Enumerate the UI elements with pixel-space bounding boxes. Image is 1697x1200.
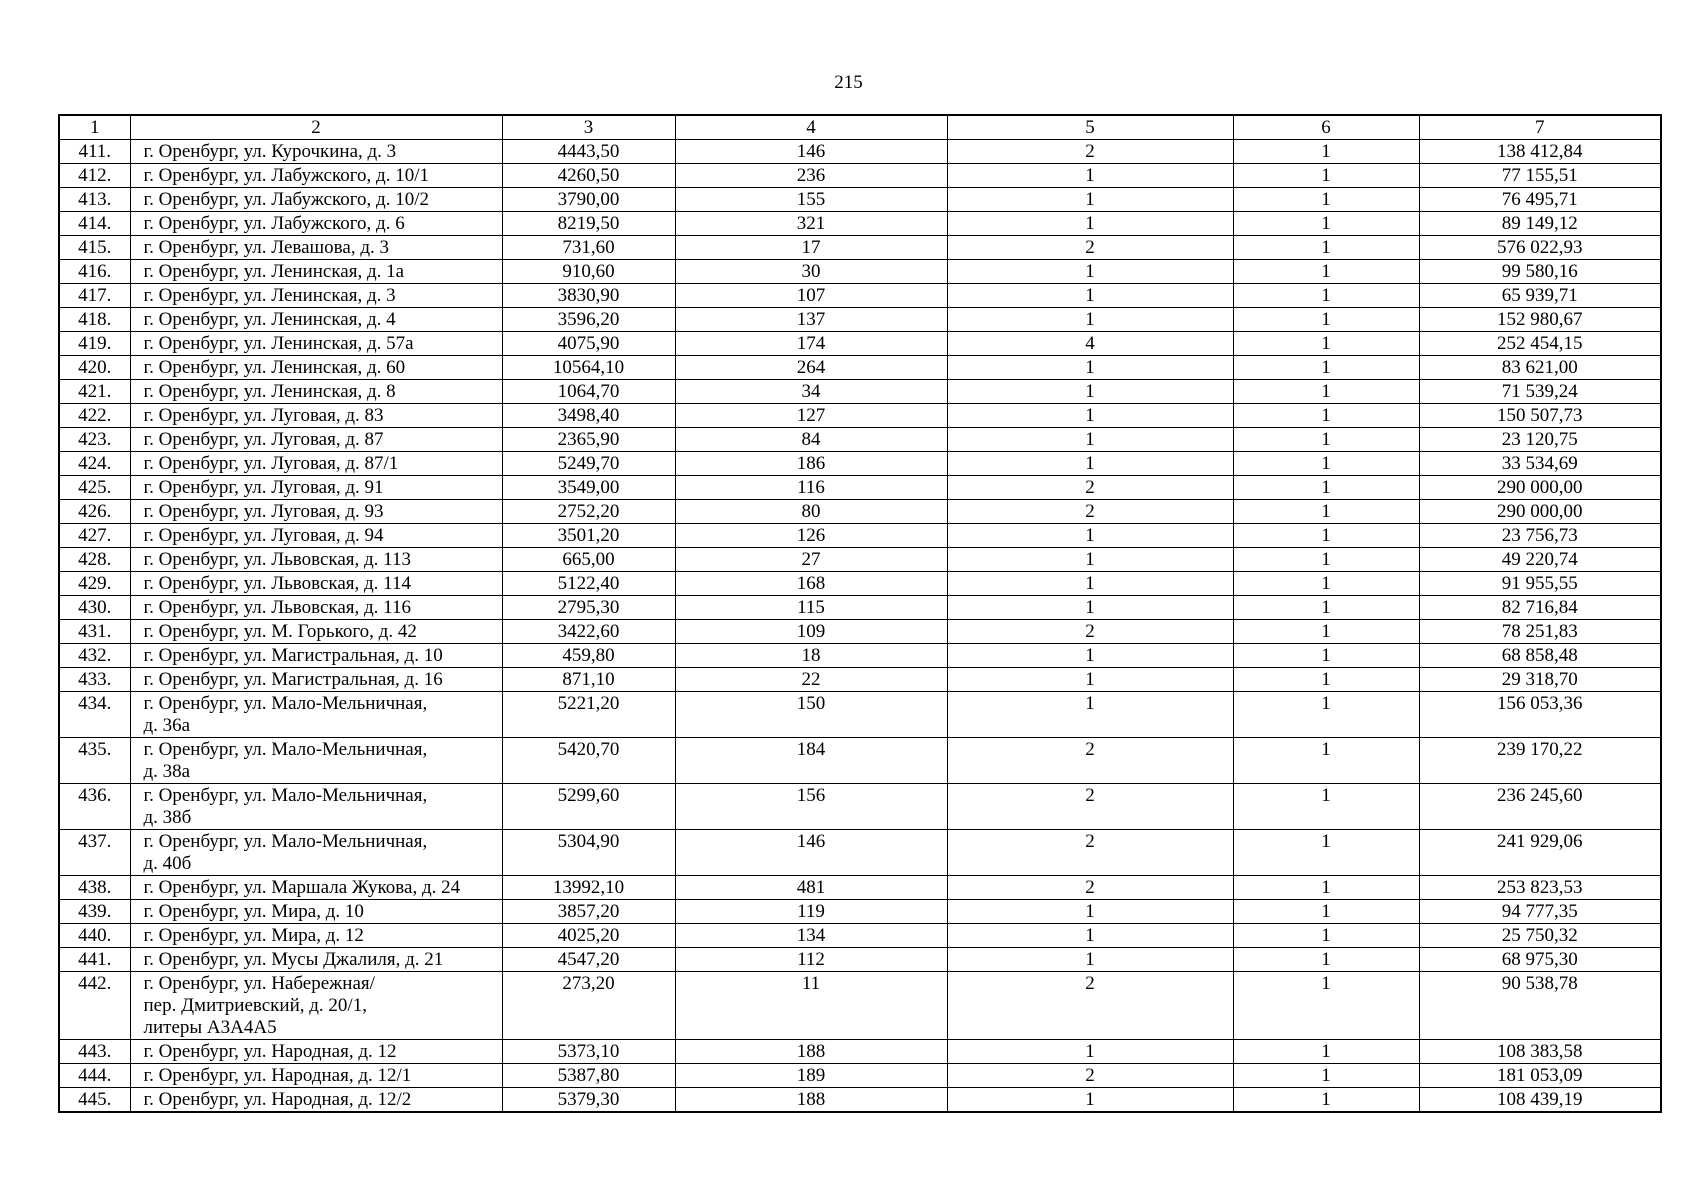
- value-cell: 115: [675, 596, 947, 620]
- value-cell: 5420,70: [502, 738, 675, 784]
- amount-cell: 90 538,78: [1419, 972, 1661, 1040]
- value-cell: 4443,50: [502, 140, 675, 164]
- address-cell: г. Оренбург, ул. Народная, д. 12: [130, 1040, 502, 1064]
- amount-cell: 99 580,16: [1419, 260, 1661, 284]
- value-cell: 2: [947, 620, 1233, 644]
- amount-cell: 91 955,55: [1419, 572, 1661, 596]
- address-cell: г. Оренбург, ул. Мало-Мельничная, д. 36а: [130, 692, 502, 738]
- value-cell: 1: [1233, 692, 1419, 738]
- value-cell: 5304,90: [502, 830, 675, 876]
- value-cell: 1: [1233, 548, 1419, 572]
- value-cell: 5221,20: [502, 692, 675, 738]
- value-cell: 2795,30: [502, 596, 675, 620]
- value-cell: 4: [947, 332, 1233, 356]
- value-cell: 4075,90: [502, 332, 675, 356]
- row-number: 421.: [59, 380, 130, 404]
- amount-cell: 77 155,51: [1419, 164, 1661, 188]
- column-header: 5: [947, 115, 1233, 140]
- row-number: 441.: [59, 948, 130, 972]
- amount-cell: 76 495,71: [1419, 188, 1661, 212]
- address-cell: г. Оренбург, ул. Луговая, д. 93: [130, 500, 502, 524]
- row-number: 440.: [59, 924, 130, 948]
- value-cell: 8219,50: [502, 212, 675, 236]
- table-row: [59, 236, 1661, 260]
- value-cell: 155: [675, 188, 947, 212]
- value-cell: 1: [1233, 404, 1419, 428]
- amount-cell: 68 975,30: [1419, 948, 1661, 972]
- row-number: 438.: [59, 876, 130, 900]
- value-cell: 2365,90: [502, 428, 675, 452]
- page-number: 215: [834, 72, 863, 93]
- address-cell: г. Оренбург, ул. Луговая, д. 83: [130, 404, 502, 428]
- row-number: 418.: [59, 308, 130, 332]
- table-row: [59, 572, 1661, 596]
- value-cell: 3790,00: [502, 188, 675, 212]
- column-header: 2: [130, 115, 502, 140]
- value-cell: 109: [675, 620, 947, 644]
- row-number: 431.: [59, 620, 130, 644]
- address-cell: г. Оренбург, ул. Маршала Жукова, д. 24: [130, 876, 502, 900]
- value-cell: 1: [1233, 212, 1419, 236]
- amount-cell: 94 777,35: [1419, 900, 1661, 924]
- value-cell: 3549,00: [502, 476, 675, 500]
- row-number: 416.: [59, 260, 130, 284]
- address-cell: г. Оренбург, ул. Мира, д. 10: [130, 900, 502, 924]
- value-cell: 5122,40: [502, 572, 675, 596]
- amount-cell: 49 220,74: [1419, 548, 1661, 572]
- amount-cell: 68 858,48: [1419, 644, 1661, 668]
- value-cell: 1: [947, 668, 1233, 692]
- table-row: [59, 1040, 1661, 1064]
- value-cell: 1: [947, 188, 1233, 212]
- table-row: [59, 784, 1661, 830]
- row-number: 414.: [59, 212, 130, 236]
- value-cell: 1: [947, 900, 1233, 924]
- value-cell: 1064,70: [502, 380, 675, 404]
- value-cell: 84: [675, 428, 947, 452]
- value-cell: 1: [947, 404, 1233, 428]
- value-cell: 871,10: [502, 668, 675, 692]
- value-cell: 150: [675, 692, 947, 738]
- amount-cell: 82 716,84: [1419, 596, 1661, 620]
- table-row: [59, 668, 1661, 692]
- value-cell: 27: [675, 548, 947, 572]
- header-row: [59, 115, 1661, 140]
- row-number: 445.: [59, 1088, 130, 1113]
- value-cell: 107: [675, 284, 947, 308]
- value-cell: 2: [947, 140, 1233, 164]
- value-cell: 321: [675, 212, 947, 236]
- table-row: [59, 308, 1661, 332]
- row-number: 412.: [59, 164, 130, 188]
- address-cell: г. Оренбург, ул. Левашова, д. 3: [130, 236, 502, 260]
- table-row: [59, 830, 1661, 876]
- row-number: 423.: [59, 428, 130, 452]
- amount-cell: 290 000,00: [1419, 476, 1661, 500]
- value-cell: 2: [947, 876, 1233, 900]
- amount-cell: 65 939,71: [1419, 284, 1661, 308]
- value-cell: 188: [675, 1088, 947, 1113]
- address-cell: г. Оренбург, ул. Луговая, д. 94: [130, 524, 502, 548]
- row-number: 427.: [59, 524, 130, 548]
- table-row: [59, 212, 1661, 236]
- value-cell: 1: [947, 164, 1233, 188]
- value-cell: 1: [947, 692, 1233, 738]
- address-cell: г. Оренбург, ул. Народная, д. 12/2: [130, 1088, 502, 1113]
- amount-cell: 89 149,12: [1419, 212, 1661, 236]
- value-cell: 1: [947, 308, 1233, 332]
- value-cell: 1: [1233, 260, 1419, 284]
- table-row: [59, 948, 1661, 972]
- table-body: [59, 140, 1661, 1113]
- table-row: [59, 1088, 1661, 1113]
- table-row: [59, 284, 1661, 308]
- value-cell: 5379,30: [502, 1088, 675, 1113]
- value-cell: 168: [675, 572, 947, 596]
- table-row: [59, 164, 1661, 188]
- value-cell: 2: [947, 500, 1233, 524]
- column-header: 1: [59, 115, 130, 140]
- value-cell: 236: [675, 164, 947, 188]
- row-number: 444.: [59, 1064, 130, 1088]
- value-cell: 1: [1233, 668, 1419, 692]
- value-cell: 1: [1233, 924, 1419, 948]
- value-cell: 1: [1233, 452, 1419, 476]
- value-cell: 1: [1233, 948, 1419, 972]
- address-cell: г. Оренбург, ул. Луговая, д. 91: [130, 476, 502, 500]
- row-number: 429.: [59, 572, 130, 596]
- value-cell: 116: [675, 476, 947, 500]
- column-header: 3: [502, 115, 675, 140]
- value-cell: 2: [947, 738, 1233, 784]
- address-cell: г. Оренбург, ул. Лабужского, д. 10/1: [130, 164, 502, 188]
- amount-cell: 71 539,24: [1419, 380, 1661, 404]
- value-cell: 1: [1233, 428, 1419, 452]
- table-row: [59, 738, 1661, 784]
- table-row: [59, 548, 1661, 572]
- amount-cell: 152 980,67: [1419, 308, 1661, 332]
- value-cell: 1: [947, 356, 1233, 380]
- amount-cell: 23 120,75: [1419, 428, 1661, 452]
- amount-cell: 29 318,70: [1419, 668, 1661, 692]
- value-cell: 1: [1233, 332, 1419, 356]
- value-cell: 34: [675, 380, 947, 404]
- value-cell: 1: [947, 548, 1233, 572]
- address-cell: г. Оренбург, ул. Ленинская, д. 60: [130, 356, 502, 380]
- amount-cell: 138 412,84: [1419, 140, 1661, 164]
- value-cell: 13992,10: [502, 876, 675, 900]
- value-cell: 4547,20: [502, 948, 675, 972]
- row-number: 419.: [59, 332, 130, 356]
- address-cell: г. Оренбург, ул. Магистральная, д. 16: [130, 668, 502, 692]
- value-cell: 10564,10: [502, 356, 675, 380]
- value-cell: 3596,20: [502, 308, 675, 332]
- value-cell: 665,00: [502, 548, 675, 572]
- value-cell: 126: [675, 524, 947, 548]
- address-cell: г. Оренбург, ул. Мало-Мельничная, д. 38б: [130, 784, 502, 830]
- value-cell: 1: [1233, 784, 1419, 830]
- value-cell: 1: [1233, 876, 1419, 900]
- row-number: 413.: [59, 188, 130, 212]
- value-cell: 156: [675, 784, 947, 830]
- table-row: [59, 188, 1661, 212]
- value-cell: 1: [947, 260, 1233, 284]
- value-cell: 188: [675, 1040, 947, 1064]
- address-cell: г. Оренбург, ул. Мира, д. 12: [130, 924, 502, 948]
- value-cell: 1: [947, 644, 1233, 668]
- value-cell: 5299,60: [502, 784, 675, 830]
- table-row: [59, 1064, 1661, 1088]
- row-number: 420.: [59, 356, 130, 380]
- amount-cell: 239 170,22: [1419, 738, 1661, 784]
- address-cell: г. Оренбург, ул. Ленинская, д. 3: [130, 284, 502, 308]
- address-cell: г. Оренбург, ул. Ленинская, д. 4: [130, 308, 502, 332]
- value-cell: 3422,60: [502, 620, 675, 644]
- value-cell: 174: [675, 332, 947, 356]
- value-cell: 1: [1233, 1088, 1419, 1113]
- value-cell: 1: [1233, 900, 1419, 924]
- value-cell: 146: [675, 140, 947, 164]
- value-cell: 4260,50: [502, 164, 675, 188]
- value-cell: 1: [1233, 524, 1419, 548]
- value-cell: 11: [675, 972, 947, 1040]
- value-cell: 22: [675, 668, 947, 692]
- table-row: [59, 380, 1661, 404]
- amount-cell: 83 621,00: [1419, 356, 1661, 380]
- value-cell: 1: [1233, 644, 1419, 668]
- table-row: [59, 500, 1661, 524]
- address-cell: г. Оренбург, ул. Народная, д. 12/1: [130, 1064, 502, 1088]
- amount-cell: 290 000,00: [1419, 500, 1661, 524]
- value-cell: 1: [1233, 738, 1419, 784]
- amount-cell: 25 750,32: [1419, 924, 1661, 948]
- value-cell: 1: [947, 948, 1233, 972]
- address-cell: г. Оренбург, ул. Лабужского, д. 10/2: [130, 188, 502, 212]
- table-row: [59, 876, 1661, 900]
- value-cell: 18: [675, 644, 947, 668]
- value-cell: 1: [1233, 500, 1419, 524]
- table-row: [59, 356, 1661, 380]
- value-cell: 112: [675, 948, 947, 972]
- value-cell: 1: [947, 452, 1233, 476]
- table-row: [59, 924, 1661, 948]
- value-cell: 5387,80: [502, 1064, 675, 1088]
- value-cell: 1: [1233, 380, 1419, 404]
- value-cell: 3830,90: [502, 284, 675, 308]
- amount-cell: 236 245,60: [1419, 784, 1661, 830]
- row-number: 432.: [59, 644, 130, 668]
- row-number: 422.: [59, 404, 130, 428]
- column-header: 6: [1233, 115, 1419, 140]
- value-cell: 1: [947, 284, 1233, 308]
- address-cell: г. Оренбург, ул. Курочкина, д. 3: [130, 140, 502, 164]
- value-cell: 1: [1233, 164, 1419, 188]
- value-cell: 1: [1233, 1040, 1419, 1064]
- amount-cell: 108 383,58: [1419, 1040, 1661, 1064]
- row-number: 434.: [59, 692, 130, 738]
- value-cell: 731,60: [502, 236, 675, 260]
- value-cell: 17: [675, 236, 947, 260]
- table-row: [59, 428, 1661, 452]
- table-row: [59, 620, 1661, 644]
- value-cell: 1: [1233, 236, 1419, 260]
- value-cell: 2: [947, 476, 1233, 500]
- value-cell: 3857,20: [502, 900, 675, 924]
- value-cell: 1: [1233, 1064, 1419, 1088]
- row-number: 443.: [59, 1040, 130, 1064]
- value-cell: 1: [947, 1040, 1233, 1064]
- address-cell: г. Оренбург, ул. Набережная/ пер. Дмитриевский, д. 20/1, литеры А3А4А5: [130, 972, 502, 1040]
- row-number: 428.: [59, 548, 130, 572]
- value-cell: 3498,40: [502, 404, 675, 428]
- row-number: 417.: [59, 284, 130, 308]
- value-cell: 137: [675, 308, 947, 332]
- amount-cell: 108 439,19: [1419, 1088, 1661, 1113]
- value-cell: 186: [675, 452, 947, 476]
- value-cell: 2: [947, 784, 1233, 830]
- value-cell: 910,60: [502, 260, 675, 284]
- value-cell: 264: [675, 356, 947, 380]
- value-cell: 30: [675, 260, 947, 284]
- value-cell: 1: [947, 212, 1233, 236]
- value-cell: 1: [1233, 596, 1419, 620]
- address-cell: г. Оренбург, ул. Львовская, д. 114: [130, 572, 502, 596]
- value-cell: 80: [675, 500, 947, 524]
- value-cell: 1: [947, 428, 1233, 452]
- amount-cell: 241 929,06: [1419, 830, 1661, 876]
- value-cell: 1: [947, 596, 1233, 620]
- column-header: 7: [1419, 115, 1661, 140]
- amount-cell: 33 534,69: [1419, 452, 1661, 476]
- value-cell: 1: [947, 380, 1233, 404]
- value-cell: 184: [675, 738, 947, 784]
- value-cell: 2: [947, 972, 1233, 1040]
- value-cell: 2: [947, 1064, 1233, 1088]
- table-row: [59, 900, 1661, 924]
- value-cell: 1: [1233, 356, 1419, 380]
- table-row: [59, 524, 1661, 548]
- value-cell: 1: [1233, 830, 1419, 876]
- value-cell: 481: [675, 876, 947, 900]
- address-cell: г. Оренбург, ул. Ленинская, д. 8: [130, 380, 502, 404]
- row-number: 411.: [59, 140, 130, 164]
- value-cell: 127: [675, 404, 947, 428]
- row-number: 439.: [59, 900, 130, 924]
- value-cell: 1: [1233, 284, 1419, 308]
- table-row: [59, 476, 1661, 500]
- address-cell: г. Оренбург, ул. Магистральная, д. 10: [130, 644, 502, 668]
- value-cell: 1: [947, 1088, 1233, 1113]
- address-cell: г. Оренбург, ул. Мало-Мельничная, д. 40б: [130, 830, 502, 876]
- table-row: [59, 596, 1661, 620]
- value-cell: 1: [1233, 972, 1419, 1040]
- table-row: [59, 644, 1661, 668]
- value-cell: 1: [947, 924, 1233, 948]
- row-number: 433.: [59, 668, 130, 692]
- row-number: 415.: [59, 236, 130, 260]
- row-number: 430.: [59, 596, 130, 620]
- row-number: 426.: [59, 500, 130, 524]
- address-cell: г. Оренбург, ул. Львовская, д. 116: [130, 596, 502, 620]
- value-cell: 1: [1233, 476, 1419, 500]
- value-cell: 1: [1233, 620, 1419, 644]
- address-cell: г. Оренбург, ул. Мусы Джалиля, д. 21: [130, 948, 502, 972]
- table-row: [59, 332, 1661, 356]
- amount-cell: 23 756,73: [1419, 524, 1661, 548]
- value-cell: 1: [947, 572, 1233, 596]
- value-cell: 134: [675, 924, 947, 948]
- row-number: 424.: [59, 452, 130, 476]
- table-row: [59, 972, 1661, 1040]
- value-cell: 273,20: [502, 972, 675, 1040]
- address-cell: г. Оренбург, ул. Львовская, д. 113: [130, 548, 502, 572]
- value-cell: 4025,20: [502, 924, 675, 948]
- table-row: [59, 404, 1661, 428]
- value-cell: 1: [947, 524, 1233, 548]
- value-cell: 2: [947, 830, 1233, 876]
- row-number: 435.: [59, 738, 130, 784]
- amount-cell: 181 053,09: [1419, 1064, 1661, 1088]
- register-table: [58, 114, 1662, 1113]
- amount-cell: 78 251,83: [1419, 620, 1661, 644]
- address-cell: г. Оренбург, ул. Ленинская, д. 1а: [130, 260, 502, 284]
- value-cell: 1: [1233, 188, 1419, 212]
- address-cell: г. Оренбург, ул. Луговая, д. 87/1: [130, 452, 502, 476]
- table-row: [59, 452, 1661, 476]
- value-cell: 189: [675, 1064, 947, 1088]
- address-cell: г. Оренбург, ул. М. Горького, д. 42: [130, 620, 502, 644]
- row-number: 436.: [59, 784, 130, 830]
- address-cell: г. Оренбург, ул. Ленинская, д. 57а: [130, 332, 502, 356]
- address-cell: г. Оренбург, ул. Лабужского, д. 6: [130, 212, 502, 236]
- amount-cell: 576 022,93: [1419, 236, 1661, 260]
- amount-cell: 156 053,36: [1419, 692, 1661, 738]
- value-cell: 5249,70: [502, 452, 675, 476]
- value-cell: 1: [1233, 308, 1419, 332]
- row-number: 442.: [59, 972, 130, 1040]
- amount-cell: 252 454,15: [1419, 332, 1661, 356]
- value-cell: 146: [675, 830, 947, 876]
- value-cell: 1: [1233, 572, 1419, 596]
- value-cell: 5373,10: [502, 1040, 675, 1064]
- amount-cell: 150 507,73: [1419, 404, 1661, 428]
- value-cell: 119: [675, 900, 947, 924]
- value-cell: 2: [947, 236, 1233, 260]
- value-cell: 459,80: [502, 644, 675, 668]
- address-cell: г. Оренбург, ул. Луговая, д. 87: [130, 428, 502, 452]
- amount-cell: 253 823,53: [1419, 876, 1661, 900]
- row-number: 437.: [59, 830, 130, 876]
- value-cell: 3501,20: [502, 524, 675, 548]
- value-cell: 1: [1233, 140, 1419, 164]
- table-row: [59, 692, 1661, 738]
- table-row: [59, 260, 1661, 284]
- row-number: 425.: [59, 476, 130, 500]
- column-header: 4: [675, 115, 947, 140]
- value-cell: 2752,20: [502, 500, 675, 524]
- address-cell: г. Оренбург, ул. Мало-Мельничная, д. 38а: [130, 738, 502, 784]
- table-row: [59, 140, 1661, 164]
